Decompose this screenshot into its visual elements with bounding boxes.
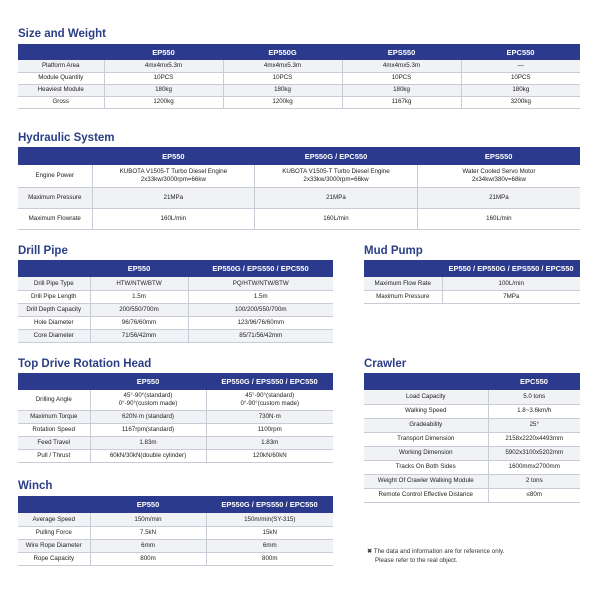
cell: 180kg — [342, 84, 461, 96]
cell: 7.5kN — [90, 526, 206, 539]
table-row — [364, 460, 580, 474]
cell: ≤80m — [488, 488, 580, 502]
row-label: Maximum Pressure — [18, 187, 92, 208]
cell-line: 45°-90°(standard) — [123, 392, 173, 400]
row-label: Feed Travel — [18, 436, 90, 449]
winch-title: Winch — [18, 480, 53, 492]
row-label: Tracks On Both Sides — [364, 460, 488, 474]
row-label: Engine Power — [18, 165, 92, 187]
size-weight-title: Size and Weight — [18, 28, 106, 40]
cell: 10PCS — [104, 72, 223, 84]
cell: 150m/min — [90, 513, 206, 526]
table-row — [18, 410, 333, 423]
disclaimer-line: ✖ The data and information are for reference only. — [367, 548, 505, 555]
row-label: Drill Pipe Type — [18, 277, 90, 290]
col-header: EP550 — [90, 373, 206, 390]
cell: 21MPa — [92, 187, 255, 208]
cell: 85/71/56/42mm — [188, 329, 333, 342]
row-label: Average Speed — [18, 513, 90, 526]
col-header: EP550 / EP550G / EPS550 / EPC550 — [442, 260, 580, 277]
cell: 2 tons — [488, 474, 580, 488]
cell: 6mm — [90, 539, 206, 552]
drill-pipe-table — [18, 260, 333, 343]
cell: 800m — [90, 552, 206, 565]
col-header — [18, 260, 90, 277]
table-row — [18, 449, 333, 462]
col-header: EP550 — [90, 260, 188, 277]
cell: 5902x3100x5202mm — [488, 446, 580, 460]
row-label: Transport Dimension — [364, 432, 488, 446]
cell: 10PCS — [342, 72, 461, 84]
col-header: EP550 — [104, 44, 223, 60]
table-row — [364, 277, 580, 290]
table-row — [18, 390, 333, 410]
cell: 160L/min — [417, 208, 580, 229]
row-label: Maximum Flowrate — [18, 208, 92, 229]
cell: 25° — [488, 418, 580, 432]
row-label: Gross — [18, 96, 104, 108]
cell: 3200kg — [461, 96, 580, 108]
table-row — [18, 96, 580, 108]
row-label: Working Dimension — [364, 446, 488, 460]
cell-line: 0°-90°(custom made) — [240, 399, 300, 407]
col-header: EPS550 — [417, 147, 580, 165]
mud-pump-title: Mud Pump — [364, 245, 423, 257]
table-row — [18, 303, 333, 316]
col-header: EP550G / EPS550 / EPC550 — [206, 496, 333, 513]
cell: 21MPa — [417, 187, 580, 208]
cell: 10PCS — [461, 72, 580, 84]
cell — [206, 390, 333, 410]
row-label: Rope Capacity — [18, 552, 90, 565]
row-label: Pulling Force — [18, 526, 90, 539]
cell: 1600mmx2700mm — [488, 460, 580, 474]
cell: 2158x2220x4493mm — [488, 432, 580, 446]
disclaimer-note — [367, 547, 504, 565]
cell: 1.83m — [206, 436, 333, 449]
hydraulic-section — [18, 130, 580, 230]
cell-line: 0°-90°(custom made) — [118, 399, 178, 407]
row-label: Remote Control Effective Distance — [364, 488, 488, 502]
crawler-section — [364, 356, 580, 503]
table-row — [364, 404, 580, 418]
col-header: EP550 — [90, 496, 206, 513]
col-header — [18, 496, 90, 513]
row-label: Core Diameter — [18, 329, 90, 342]
cell-line: 2x33kw/3000rpm=66kw — [303, 175, 369, 183]
row-label: Maximum Flow Rate — [364, 277, 442, 290]
hydraulic-table — [18, 147, 580, 230]
hydraulic-title: Hydraulic System — [18, 132, 115, 144]
table-row — [18, 208, 580, 229]
cell — [255, 165, 418, 187]
table-row — [364, 474, 580, 488]
cell — [92, 165, 255, 187]
cell: 800m — [206, 552, 333, 565]
cell: 1167kg — [342, 96, 461, 108]
row-label: Pull / Thrust — [18, 449, 90, 462]
cell: 21MPa — [255, 187, 418, 208]
col-header — [364, 260, 442, 277]
cell-line: KUBOTA V1505-T Turbo Diesel Engine — [119, 168, 228, 176]
cell: 1.83m — [90, 436, 206, 449]
cell: 150m/min(SY-315) — [206, 513, 333, 526]
cell — [90, 390, 206, 410]
cell: 1200kg — [104, 96, 223, 108]
cell: 620N·m (standard) — [90, 410, 206, 423]
row-label: Weight Of Crawler Walking Module — [364, 474, 488, 488]
cell: 71/56/42mm — [90, 329, 188, 342]
cell-line: 2x34kw/380v=68kw — [471, 175, 526, 183]
cell: 15kN — [206, 526, 333, 539]
col-header — [18, 147, 92, 165]
col-header: EP550G — [223, 44, 342, 60]
drill-pipe-section — [18, 243, 333, 343]
table-row — [18, 513, 333, 526]
cell: 120kN/60kN — [206, 449, 333, 462]
cell: 6mm — [206, 539, 333, 552]
table-row — [18, 290, 333, 303]
cell: 1200kg — [223, 96, 342, 108]
cell: — — [461, 60, 580, 72]
cell: 100/200/550/700m — [188, 303, 333, 316]
col-header: EPC550 — [488, 373, 580, 390]
cell: 4mx4mx5.3m — [342, 60, 461, 72]
cell: 4mx4mx5.3m — [223, 60, 342, 72]
col-header: EP550G / EPC550 — [255, 147, 418, 165]
row-label: Walking Speed — [364, 404, 488, 418]
cell: 60kN/30kN(double cylinder) — [90, 449, 206, 462]
winch-table — [18, 496, 333, 566]
row-label: Module Quantity — [18, 72, 104, 84]
top-drive-table — [18, 373, 333, 463]
size-weight-section — [18, 26, 580, 109]
row-label: Load Capacity — [364, 390, 488, 404]
cell: 730N·m — [206, 410, 333, 423]
winch-section — [18, 478, 333, 566]
cell: 10PCS — [223, 72, 342, 84]
row-label: Maximum Torque — [18, 410, 90, 423]
col-header: EP550G / EPS550 / EPC550 — [188, 260, 333, 277]
table-row — [18, 316, 333, 329]
table-row — [18, 72, 580, 84]
cell: 1.5m — [188, 290, 333, 303]
cell: 1.5m — [90, 290, 188, 303]
row-label: Hole Diameter — [18, 316, 90, 329]
table-row — [18, 436, 333, 449]
col-header: EP550G / EPS550 / EPC550 — [206, 373, 333, 390]
mud-pump-section — [364, 243, 580, 304]
table-row — [18, 60, 580, 72]
cell: 96/76/60mm — [90, 316, 188, 329]
col-header: EPC550 — [461, 44, 580, 60]
table-row — [18, 187, 580, 208]
table-row — [18, 165, 580, 187]
col-header: EPS550 — [342, 44, 461, 60]
col-header: EP550 — [92, 147, 255, 165]
row-label: Platform Area — [18, 60, 104, 72]
col-header — [18, 373, 90, 390]
row-label: Drill Depth Capacity — [18, 303, 90, 316]
table-row — [364, 446, 580, 460]
cell: 180kg — [223, 84, 342, 96]
table-row — [364, 418, 580, 432]
row-label: Rotation Speed — [18, 423, 90, 436]
cell — [417, 165, 580, 187]
disclaimer-line: Please refer to the real object. — [375, 557, 458, 564]
cell: 180kg — [104, 84, 223, 96]
top-drive-title: Top Drive Rotation Head — [18, 358, 152, 370]
cell: HTW/NTW/BTW — [90, 277, 188, 290]
row-label: Drilling Angle — [18, 390, 90, 410]
row-label: Heaviest Module — [18, 84, 104, 96]
top-drive-section — [18, 356, 333, 463]
row-label: Drill Pipe Length — [18, 290, 90, 303]
table-row — [18, 526, 333, 539]
mud-pump-table — [364, 260, 580, 304]
table-row — [18, 84, 580, 96]
cell: 123/96/76/60mm — [188, 316, 333, 329]
drill-pipe-title: Drill Pipe — [18, 245, 68, 257]
row-label: Wire Rope Diameter — [18, 539, 90, 552]
table-row — [18, 539, 333, 552]
cell: 1167rpm(standard) — [90, 423, 206, 436]
cell: 180kg — [461, 84, 580, 96]
table-row — [364, 488, 580, 502]
size-weight-table — [18, 44, 580, 109]
cell: 1.8~3.6km/h — [488, 404, 580, 418]
cell-line: 2x33kw/3000rpm=66kw — [140, 175, 206, 183]
cell-line: KUBOTA V1505-T Turbo Diesel Engine — [282, 168, 390, 176]
cell: 4mx4mx5.3m — [104, 60, 223, 72]
table-row — [18, 423, 333, 436]
cell-line: 45°-90°(standard) — [245, 392, 295, 400]
crawler-table — [364, 373, 580, 503]
cell: 160L/min — [255, 208, 418, 229]
row-label: Gradeability — [364, 418, 488, 432]
cell: 200/550/700m — [90, 303, 188, 316]
cell: 1100rpm — [206, 423, 333, 436]
cell: 100L/min — [442, 277, 580, 290]
table-row — [364, 290, 580, 303]
table-row — [18, 552, 333, 565]
cell-line: Water Cooled Servo Motor — [462, 168, 536, 176]
cell: 7MPa — [442, 290, 580, 303]
row-label: Maximum Pressure — [364, 290, 442, 303]
table-row — [364, 390, 580, 404]
cell: PQ/HTW/NTW/BTW — [188, 277, 333, 290]
col-header — [364, 373, 488, 390]
crawler-title: Crawler — [364, 358, 407, 370]
cell: 160L/min — [92, 208, 255, 229]
col-header — [18, 44, 104, 60]
cell: 5.0 tons — [488, 390, 580, 404]
table-row — [364, 432, 580, 446]
table-row — [18, 329, 333, 342]
table-row — [18, 277, 333, 290]
